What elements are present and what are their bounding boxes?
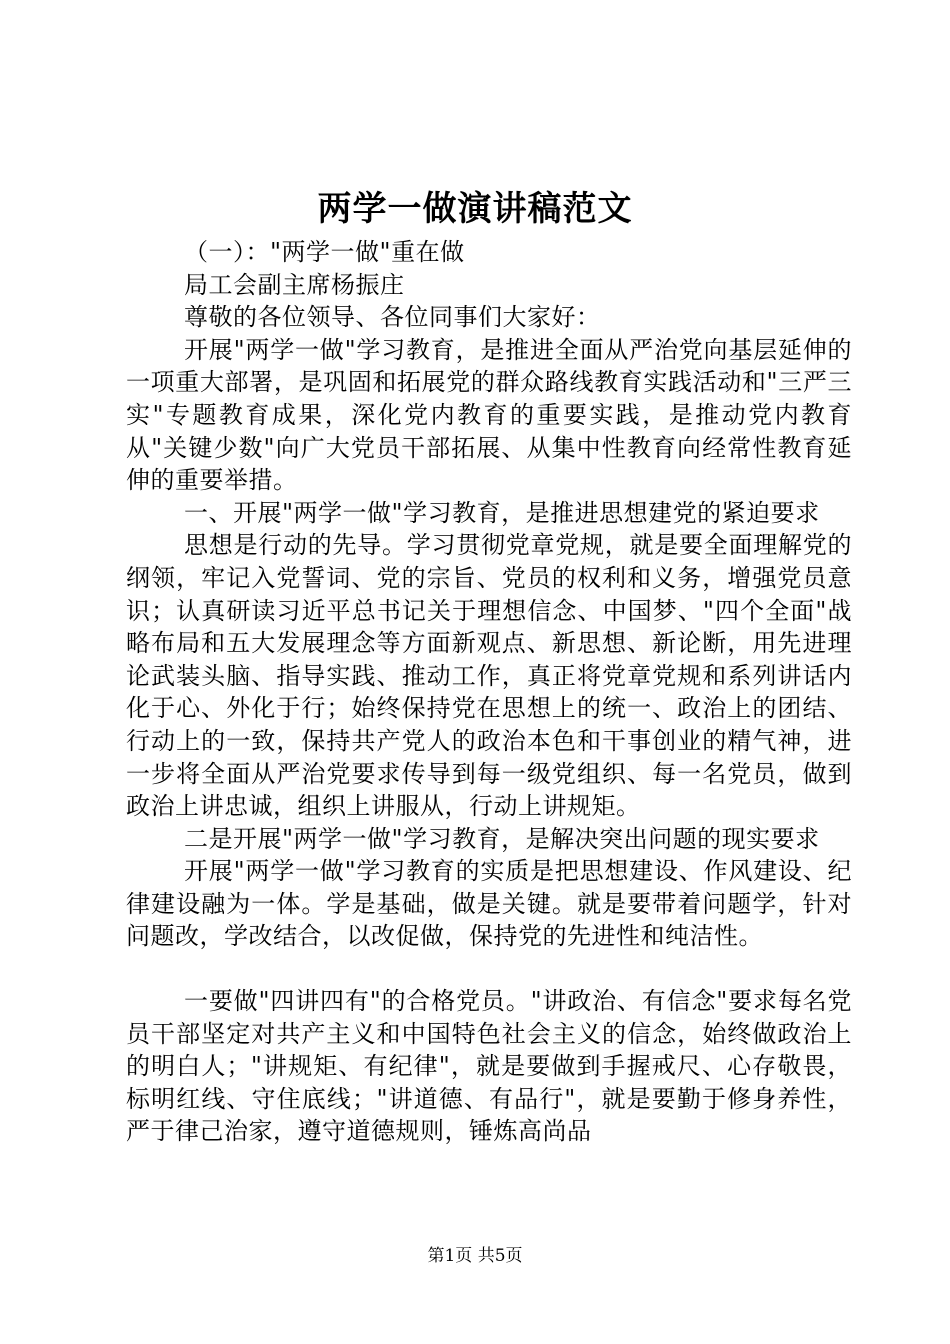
body-paragraph: 一要做"四讲四有"的合格党员。"讲政治、有信念"要求每名党员干部坚定对共产主义和中国特色社会主义的信念，始终做政治上的明白人；"讲规矩、有纪律"，就是要做到手握戒尺、心存敬畏，标明红线、守住底线；"讲道德、有品行"，就是要勤于修身养性，严于律己治家，遵守道德规则，锤炼高尚品 <box>126 987 852 1146</box>
body-paragraph: 思想是行动的先导。学习贯彻党章党规，就是要全面理解党的纲领，牢记入党誓词、党的宗旨、党员的权利和义务，增强党员意识；认真研读习近平总书记关于理想信念、中国梦、"四个全面"战略布局和五大发展理念等方面新观点、新思想、新论断，用先进理论武装头脑、指导实践、推动工作，真正将党章党规和系列讲话内化于心、外化于行；始终保持党在思想上的统一、政治上的团结、行动上的一致，保持共产党人的政治本色和干事创业的精气神，进一步将全面从严治党要求传导到每一级党组织、每一名党员，做到政治上讲忠诚，组织上讲服从，行动上讲规矩。 <box>126 531 852 821</box>
document-body <box>126 236 852 1148</box>
greeting-paragraph: 尊敬的各位领导、各位同事们大家好： <box>184 303 601 332</box>
subtitle-paragraph: （一）："两学一做"重在做 <box>184 238 465 266</box>
document-title: 两学一做演讲稿范文 <box>317 189 633 229</box>
body-paragraph: 开展"两学一做"学习教育，是推进全面从严治党向基层延伸的一项重大部署，是巩固和拓展党的群众路线教育实践活动和"三严三实"专题教育成果，深化党内教育的重要实践，是推动党内教育从"关键少数"向广大党员干部拓展、从集中性教育向经常性教育延伸的重要举措。 <box>126 335 852 495</box>
section-heading: 二是开展"两学一做"学习教育，是解决突出问题的现实要求 <box>184 824 820 853</box>
page-footer: 第1页 共5页 <box>427 1246 523 1266</box>
author-line: 局工会副主席杨振庄 <box>184 270 405 299</box>
section-heading: 一、开展"两学一做"学习教育，是推进思想建党的紧迫要求 <box>184 498 820 527</box>
body-paragraph: 开展"两学一做"学习教育的实质是把思想建设、作风建设、纪律建设融为一体。学是基础，做是关键。就是要带着问题学，针对问题改，学改结合，以改促做，保持党的先进性和纯洁性。 <box>126 857 852 951</box>
